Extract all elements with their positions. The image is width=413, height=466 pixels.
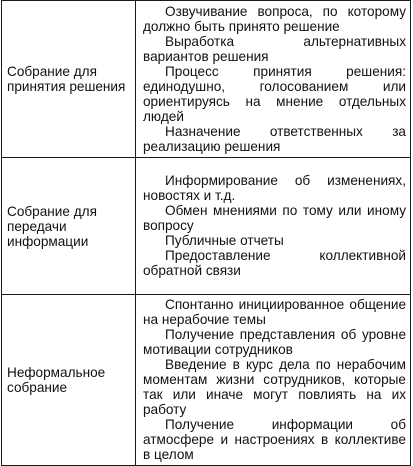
row-label: Неформальное собрание bbox=[2, 295, 136, 466]
list-item: Получение информации об атмосфере и настроениях в коллективе в целом bbox=[143, 417, 406, 462]
list-item: Обмен мнениями по тому или иному вопросу bbox=[143, 203, 406, 233]
row-items bbox=[136, 295, 411, 466]
list-item: Озвучивание вопроса, по которому должно быть принято решение bbox=[143, 3, 406, 34]
list-item: Информирование об изменениях, новостях и т.д. bbox=[143, 173, 406, 203]
list-item: Процесс принятия решения: единодушно, голосованием или ориентируясь на мнение отдельных людей bbox=[143, 63, 406, 124]
list-item: Спонтанно инициированное общение на нерабочие темы bbox=[143, 297, 406, 327]
list-item: Назначение ответственных за реализацию решения bbox=[143, 123, 406, 154]
table-row bbox=[2, 295, 411, 466]
row-items bbox=[136, 1, 411, 158]
row-label: Собрание для принятия решения bbox=[2, 1, 136, 158]
list-item: Публичные отчеты bbox=[165, 233, 284, 248]
meeting-types-table bbox=[1, 0, 411, 466]
list-item: Введение в курс дела по нерабочим моментам жизни сотрудников, которые так или иначе могут повлиять на их работу bbox=[143, 357, 406, 417]
list-item: Предоставление коллективной обратной связи bbox=[143, 248, 406, 278]
list-item: Выработка альтернативных вариантов решения bbox=[143, 33, 406, 64]
row-items bbox=[136, 158, 411, 295]
table-row bbox=[2, 158, 411, 295]
table-row bbox=[2, 1, 411, 158]
row-label: Собрание для передачи информации bbox=[2, 158, 136, 295]
list-item: Получение представления об уровне мотивации сотрудников bbox=[143, 327, 406, 357]
